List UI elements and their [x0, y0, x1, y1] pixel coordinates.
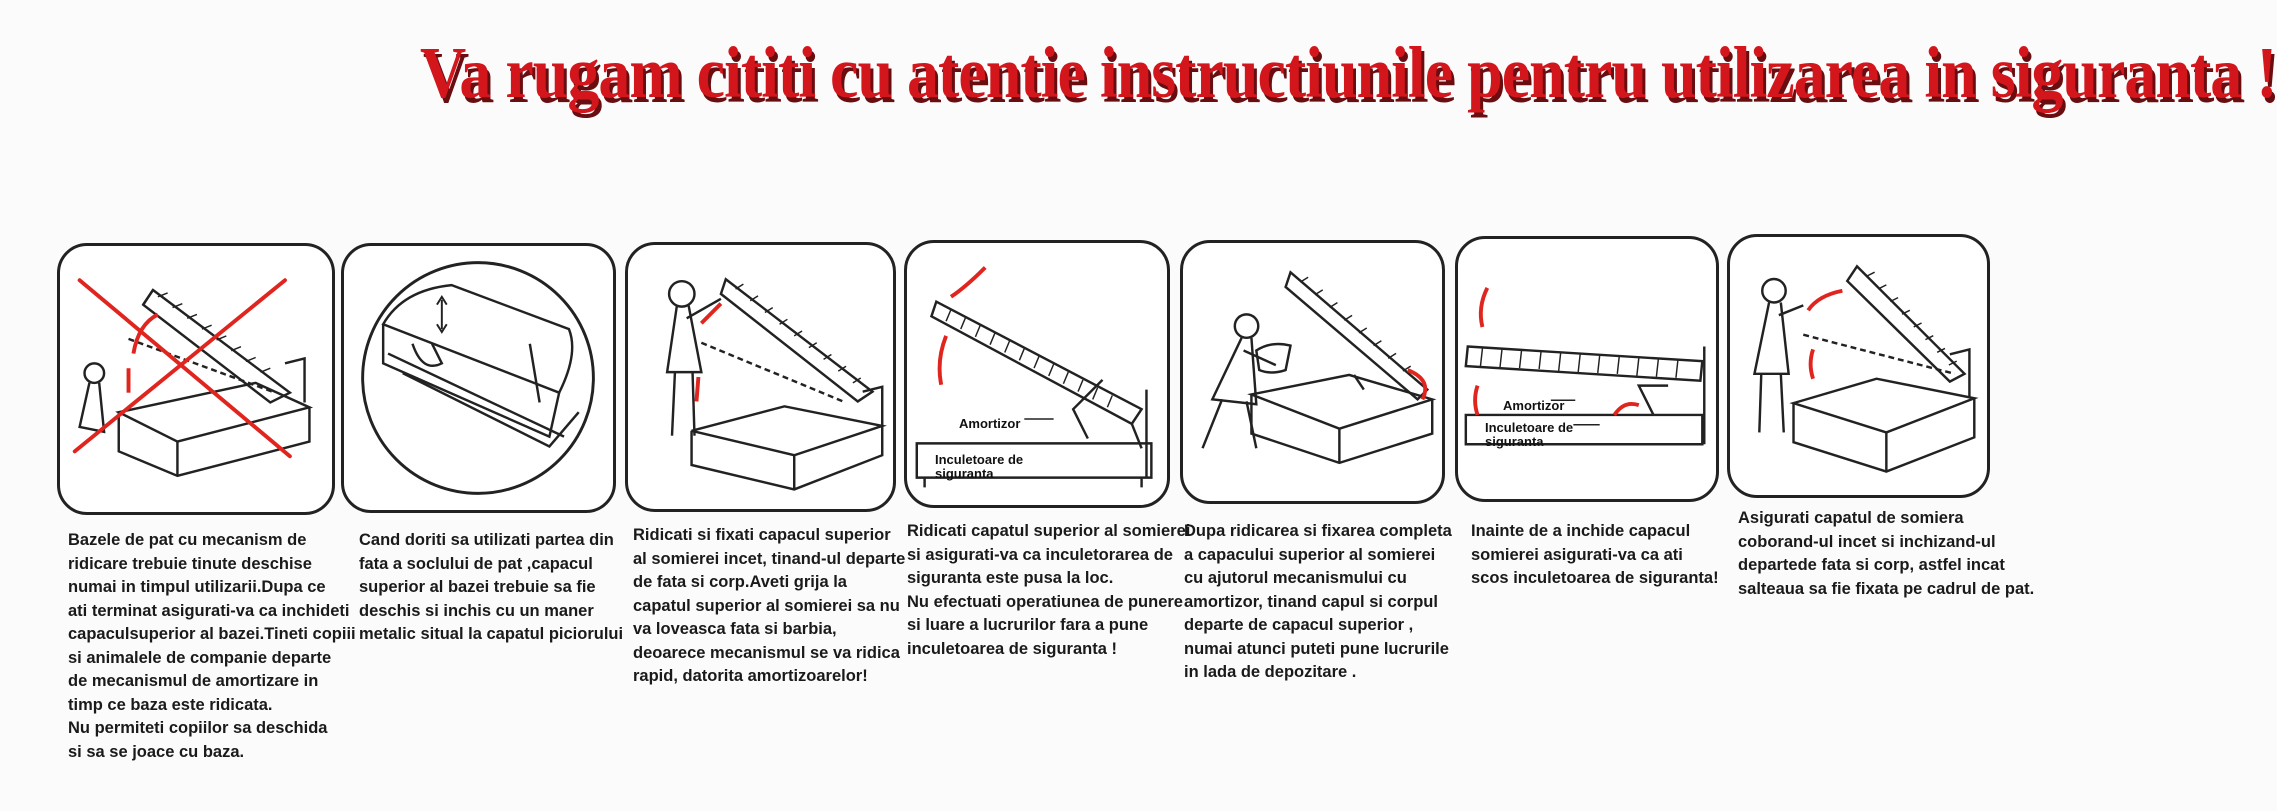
step-6-panel	[1455, 236, 1719, 502]
damper-label: Amortizor	[1503, 398, 1565, 413]
bed-child-crossed-icon	[60, 246, 332, 512]
safety-lock-label: Inculetoare de siguranta	[1485, 420, 1574, 449]
page-title: Va rugam cititi cu atentie instructiunile pentru utilizarea in siguranta !	[420, 31, 2277, 114]
step-5-panel	[1180, 240, 1445, 504]
step-3-caption: Ridicati si fixati capacul superior al somierei incet, tinand-ul departe de fata si corp.Aveti grija la capatul superior al somierei sa nu va loveasca fata si barbia, deoarece mecanismul se va ridica rapid, datorita amortizoarelor!	[633, 526, 906, 685]
bed-unlock-icon	[1458, 239, 1716, 499]
safety-lock-label: Inculetoare de siguranta	[935, 452, 1024, 481]
step-1-panel	[57, 243, 335, 515]
bed-handle-closeup-icon	[344, 246, 613, 510]
damper-label: Amortizor	[959, 416, 1021, 431]
woman-closing-bed-icon	[1730, 237, 1987, 495]
step-2-panel	[341, 243, 616, 513]
step-2-caption: Cand doriti sa utilizati partea din fata a soclului de pat ,capacul superior al bazei trebuie sa fie deschis si inchis cu un maner metalic situal la capatul piciorului	[359, 531, 624, 643]
woman-lifting-bed-icon	[628, 245, 893, 509]
woman-storing-items-icon	[1183, 243, 1442, 501]
step-4-panel	[904, 240, 1170, 508]
step-6-caption: Inainte de a inchide capacul somierei asigurati-va ca ati scos inculetoarea de siguranta!	[1471, 522, 1719, 587]
step-7-panel	[1727, 234, 1990, 498]
step-3-panel	[625, 242, 896, 512]
step-4-caption: Ridicati capatul superior al somierei si asigurati-va ca inculetorarea de siguranta este pusa la loc. Nu efectuati operatiunea de punere si luare a lucrurilor fara a pune inculetoarea de siguranta !	[907, 522, 1191, 658]
step-5-caption: Dupa ridicarea si fixarea completa a capacului superior al somierei cu ajutorul mecanismului cu amortizor, tinand capul si corpul departe de capacul superior , numai atunci puteti pune lucrurile in lada de depozitare .	[1184, 522, 1452, 681]
step-1-caption: Bazele de pat cu mecanism de ridicare trebuie tinute deschise numai in timpul utilizarii.Dupa ce ati terminat asigurati-va ca inchideti capaculsuperior al bazei.Tineti copiii si animalele de companie departe de mecanismul de amortizare in timp ce baza este ridicata. Nu permiteti copiilor sa deschida si sa se joace cu baza.	[68, 531, 356, 761]
step-7-caption: Asigurati capatul de somiera coborand-ul incet si inchizand-ul departede fata si corp, astfel incat salteaua sa fie fixata pe cadrul de pat.	[1738, 509, 2035, 598]
